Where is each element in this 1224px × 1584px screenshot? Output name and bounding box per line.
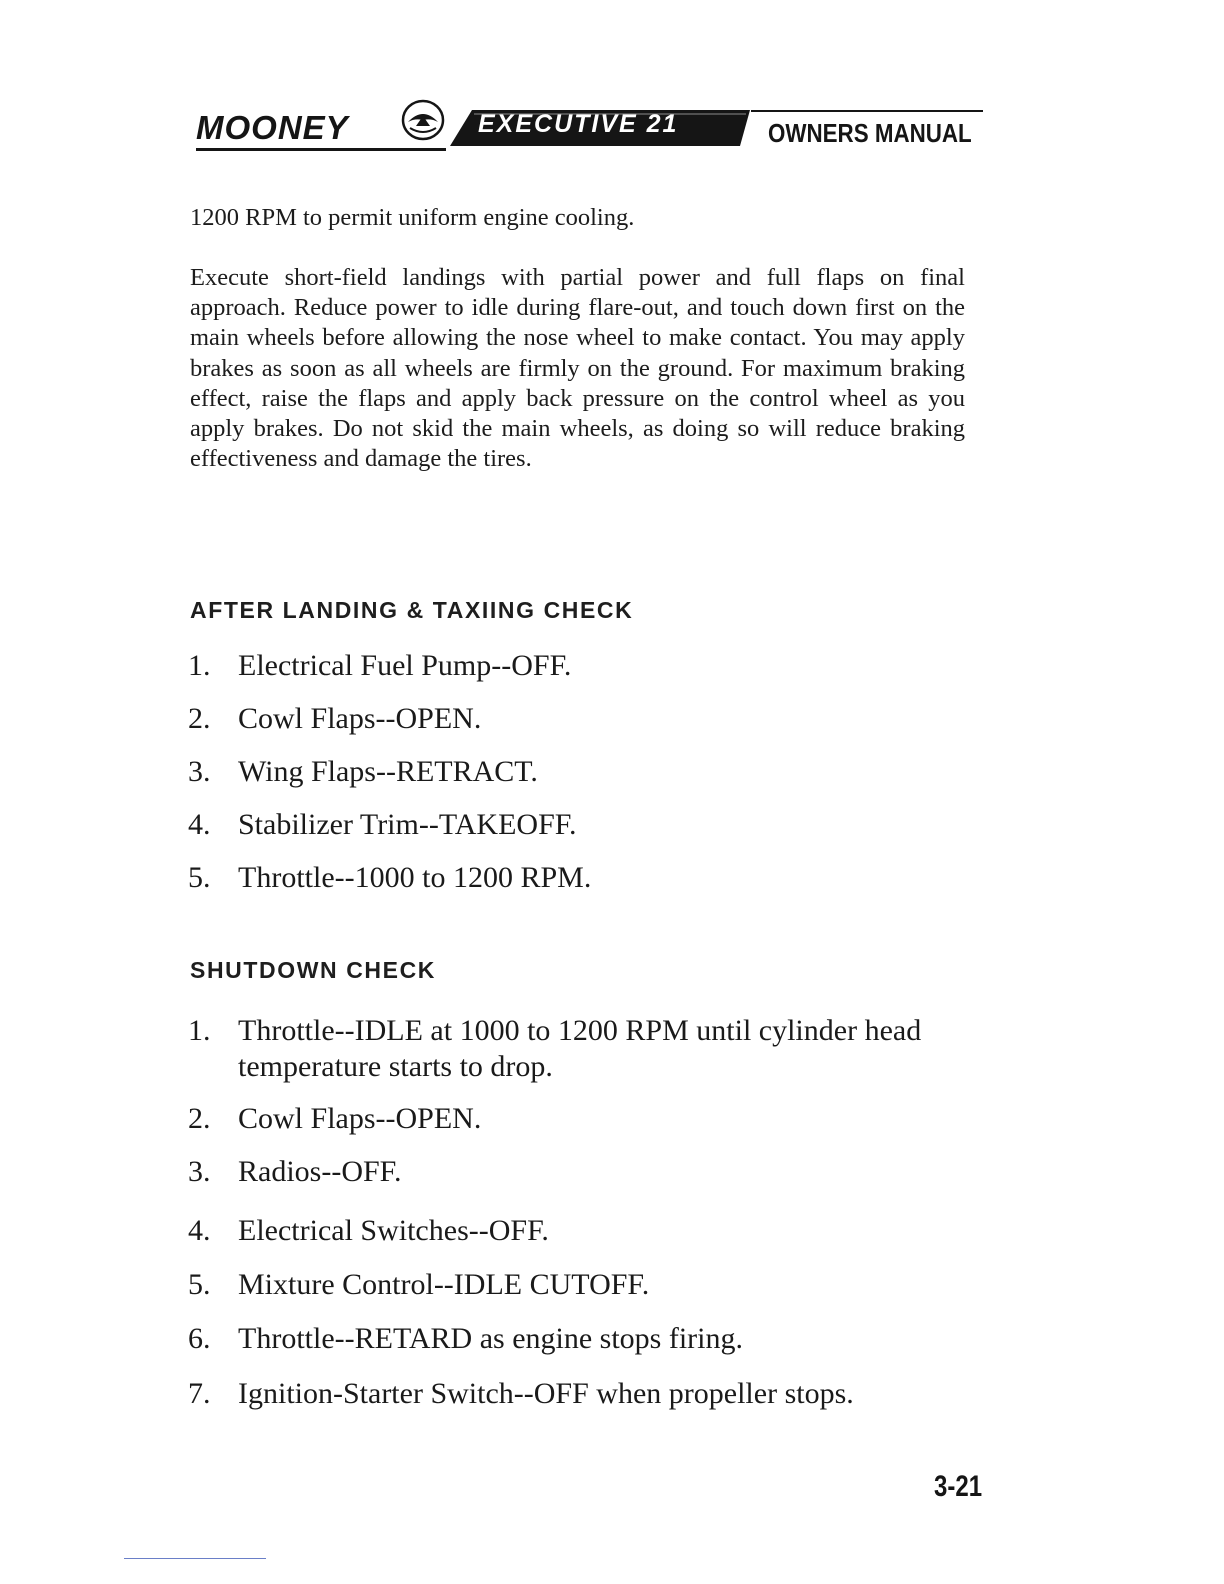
brand-name: MOONEY <box>196 109 349 146</box>
item-text: Wing Flaps--RETRACT. <box>238 755 538 788</box>
item-number: 7. <box>188 1377 211 1410</box>
item-text: Electrical Fuel Pump--OFF. <box>238 649 572 682</box>
item-number: 2. <box>188 702 211 735</box>
item-text: Cowl Flaps--OPEN. <box>238 1102 482 1135</box>
footer-line <box>124 1558 266 1559</box>
manual-title: OWNERS MANUAL <box>768 118 972 148</box>
item-text: Throttle--RETARD as engine stops firing. <box>238 1322 744 1355</box>
mooney-emblem-icon <box>398 98 452 142</box>
item-text: Radios--OFF. <box>238 1155 402 1188</box>
item-text: Stabilizer Trim--TAKEOFF. <box>238 808 577 841</box>
header-rule <box>751 110 983 112</box>
section-heading-after-landing: AFTER LANDING & TAXIING CHECK <box>190 597 634 623</box>
item-number: 5. <box>188 1268 211 1301</box>
item-number: 6. <box>188 1322 211 1355</box>
item-number: 5. <box>188 861 211 894</box>
item-number: 4. <box>188 808 211 841</box>
brand-underline <box>196 148 446 151</box>
item-number: 2. <box>188 1102 211 1135</box>
item-text: Cowl Flaps--OPEN. <box>238 702 482 735</box>
model-name: EXECUTIVE 21 <box>478 110 679 138</box>
item-text: Throttle--1000 to 1200 RPM. <box>238 861 592 894</box>
paragraph-short-field-landing: Execute short-field landings with partial power and full flaps on final approach. Reduce power to idle during flare-out, and touch down first on the main wheels before allowing the nose wheel to make contact. You may apply brakes as soon as all wheels are firmly on the ground. For maximum braking effect, raise the flaps and apply back pressure on the control wheel as you apply brakes. Do not skid the main wheels, as doing so will reduce braking effectiveness and damage the tires. <box>190 264 965 473</box>
item-text: Mixture Control--IDLE CUTOFF. <box>238 1268 650 1301</box>
item-text: Throttle--IDLE at 1000 to 1200 RPM until cylinder head temperature starts to drop. <box>238 1014 922 1083</box>
item-text: Electrical Switches--OFF. <box>238 1214 549 1247</box>
paragraph-intro: 1200 RPM to permit uniform engine cooling. <box>190 204 635 231</box>
page-header <box>196 92 986 154</box>
item-number: 4. <box>188 1214 211 1247</box>
section-heading-shutdown: SHUTDOWN CHECK <box>190 957 436 983</box>
item-number: 3. <box>188 1155 211 1188</box>
item-number: 1. <box>188 1014 211 1047</box>
item-text: Ignition-Starter Switch--OFF when propeller stops. <box>238 1377 854 1410</box>
page-number: 3-21 <box>934 1470 983 1503</box>
item-number: 3. <box>188 755 211 788</box>
item-number: 1. <box>188 649 211 682</box>
